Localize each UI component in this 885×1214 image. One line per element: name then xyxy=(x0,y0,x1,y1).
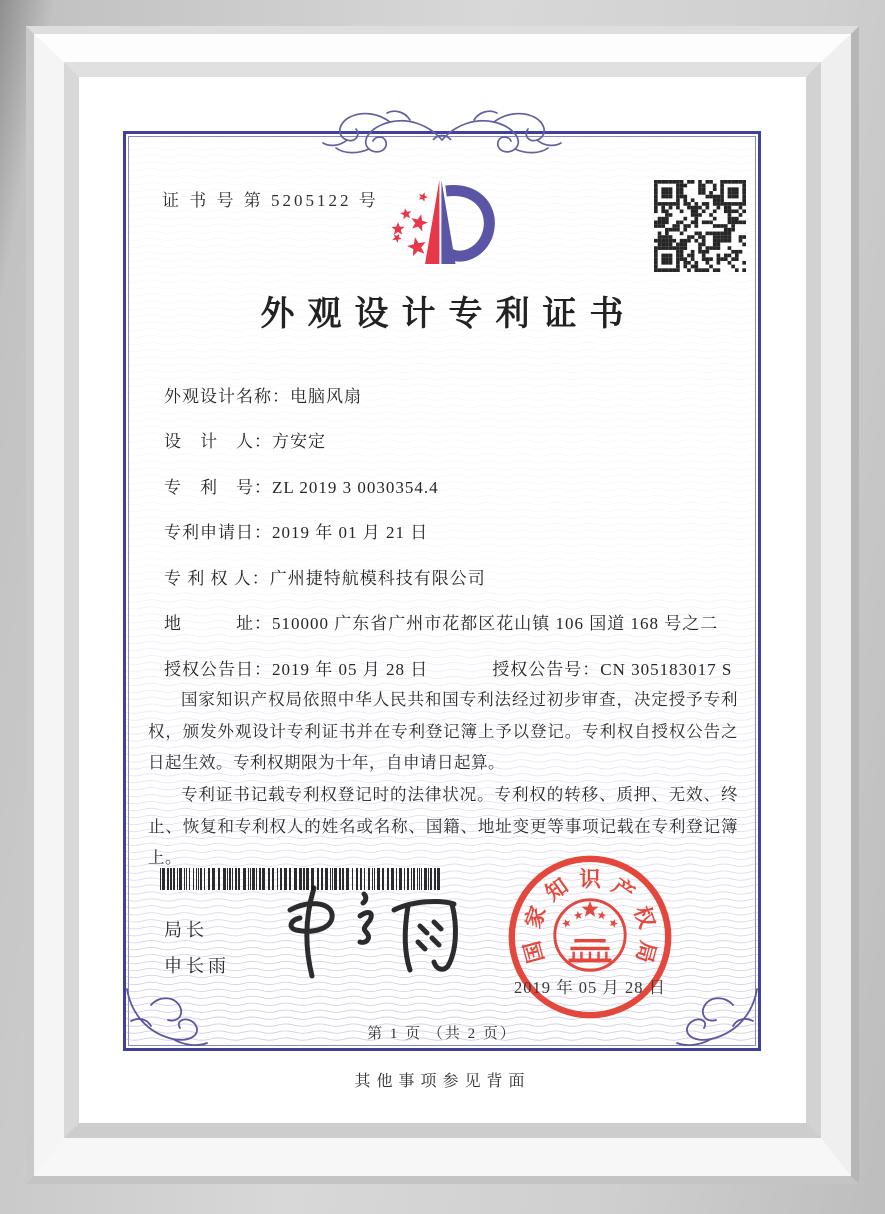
field-value: 广州捷特航模科技有限公司 xyxy=(269,569,486,588)
field-value: 2019 年 01 月 21 日 xyxy=(272,523,429,542)
national-emblem-gate xyxy=(568,939,611,962)
field-row-address xyxy=(164,609,744,634)
field-label: 外观设计名称： xyxy=(164,387,290,406)
field-row-filing-date xyxy=(164,518,744,543)
frame-mat xyxy=(64,62,821,1138)
field-value: 方安定 xyxy=(272,432,326,451)
certificate-paper xyxy=(79,77,806,1123)
field-value: 510000 广东省广州市花都区花山镇 106 国道 168 号之二 xyxy=(272,614,719,633)
director-name: 申长雨 xyxy=(164,956,230,976)
field-value: 电脑风扇 xyxy=(290,387,362,406)
border-top-flourish-ornament xyxy=(292,108,592,166)
svg-text:局: 局 xyxy=(631,938,661,966)
legal-text xyxy=(148,684,738,874)
seal-grant-date: 2019 年 05 月 28 日 xyxy=(513,978,667,997)
picture-frame-face xyxy=(34,34,851,1176)
svg-text:权: 权 xyxy=(629,903,660,932)
field-label: 专 利 权 人： xyxy=(164,569,270,588)
grant-number-label: 授权公告号： xyxy=(492,660,601,679)
svg-text:识: 识 xyxy=(579,867,601,892)
director-signature-handwriting xyxy=(256,880,466,992)
cnipa-official-red-seal xyxy=(502,849,678,1025)
grant-number-value: CN 305183017 S xyxy=(600,660,733,679)
certificate-border xyxy=(123,131,761,1051)
cnipa-patent-office-logo-icon xyxy=(390,174,500,278)
legal-paragraph: 国家知识产权局依照中华人民共和国专利法经过初步审查，决定授予专利权，颁发外观设计专利证书并在专利登记簿上予以登记。专利权自授权公告之日起生效。专利权期限为十年，自申请日起算。 xyxy=(148,690,738,773)
svg-text:产: 产 xyxy=(607,873,639,906)
border-corner-flourish-ornament xyxy=(671,961,763,1053)
field-row-design-name xyxy=(164,382,744,407)
svg-text:家: 家 xyxy=(520,903,551,932)
see-reverse-note: 其他事项参见背面 xyxy=(354,1073,531,1090)
field-label: 专利申请日： xyxy=(164,523,272,542)
field-label: 授权公告日： xyxy=(164,660,272,679)
director-title: 局长 xyxy=(164,920,208,940)
certificate-number: 证 书 号 第 5205122 号 xyxy=(162,191,379,210)
field-row-designer xyxy=(164,427,744,452)
page-number: 第 1 页 （共 2 页） xyxy=(367,1026,517,1042)
qr-code xyxy=(654,180,746,272)
certificate-title: 外观设计专利证书 xyxy=(260,296,637,333)
field-label: 设 计 人： xyxy=(164,432,272,451)
svg-text:知: 知 xyxy=(541,873,573,906)
field-value: ZL 2019 3 0030354.4 xyxy=(272,478,439,497)
field-label: 专 利 号： xyxy=(164,478,272,497)
field-row-patent-number xyxy=(164,473,744,498)
field-row-grant-date-and-number xyxy=(164,655,744,680)
field-row-patentee xyxy=(164,564,744,589)
border-corner-flourish-ornament xyxy=(121,961,213,1053)
field-label: 地 址： xyxy=(164,614,272,633)
svg-text:国: 国 xyxy=(519,938,549,966)
legal-paragraph: 专利证书记载专利权登记时的法律状况。专利权的转移、质押、无效、终止、恢复和专利权人的姓名或名称、国籍、地址变更等事项记载在专利登记簿上。 xyxy=(148,785,738,868)
seal-circular-text xyxy=(520,867,660,965)
picture-frame-outer-bevel xyxy=(26,26,859,1184)
field-value: 2019 年 05 月 28 日 xyxy=(272,660,429,679)
